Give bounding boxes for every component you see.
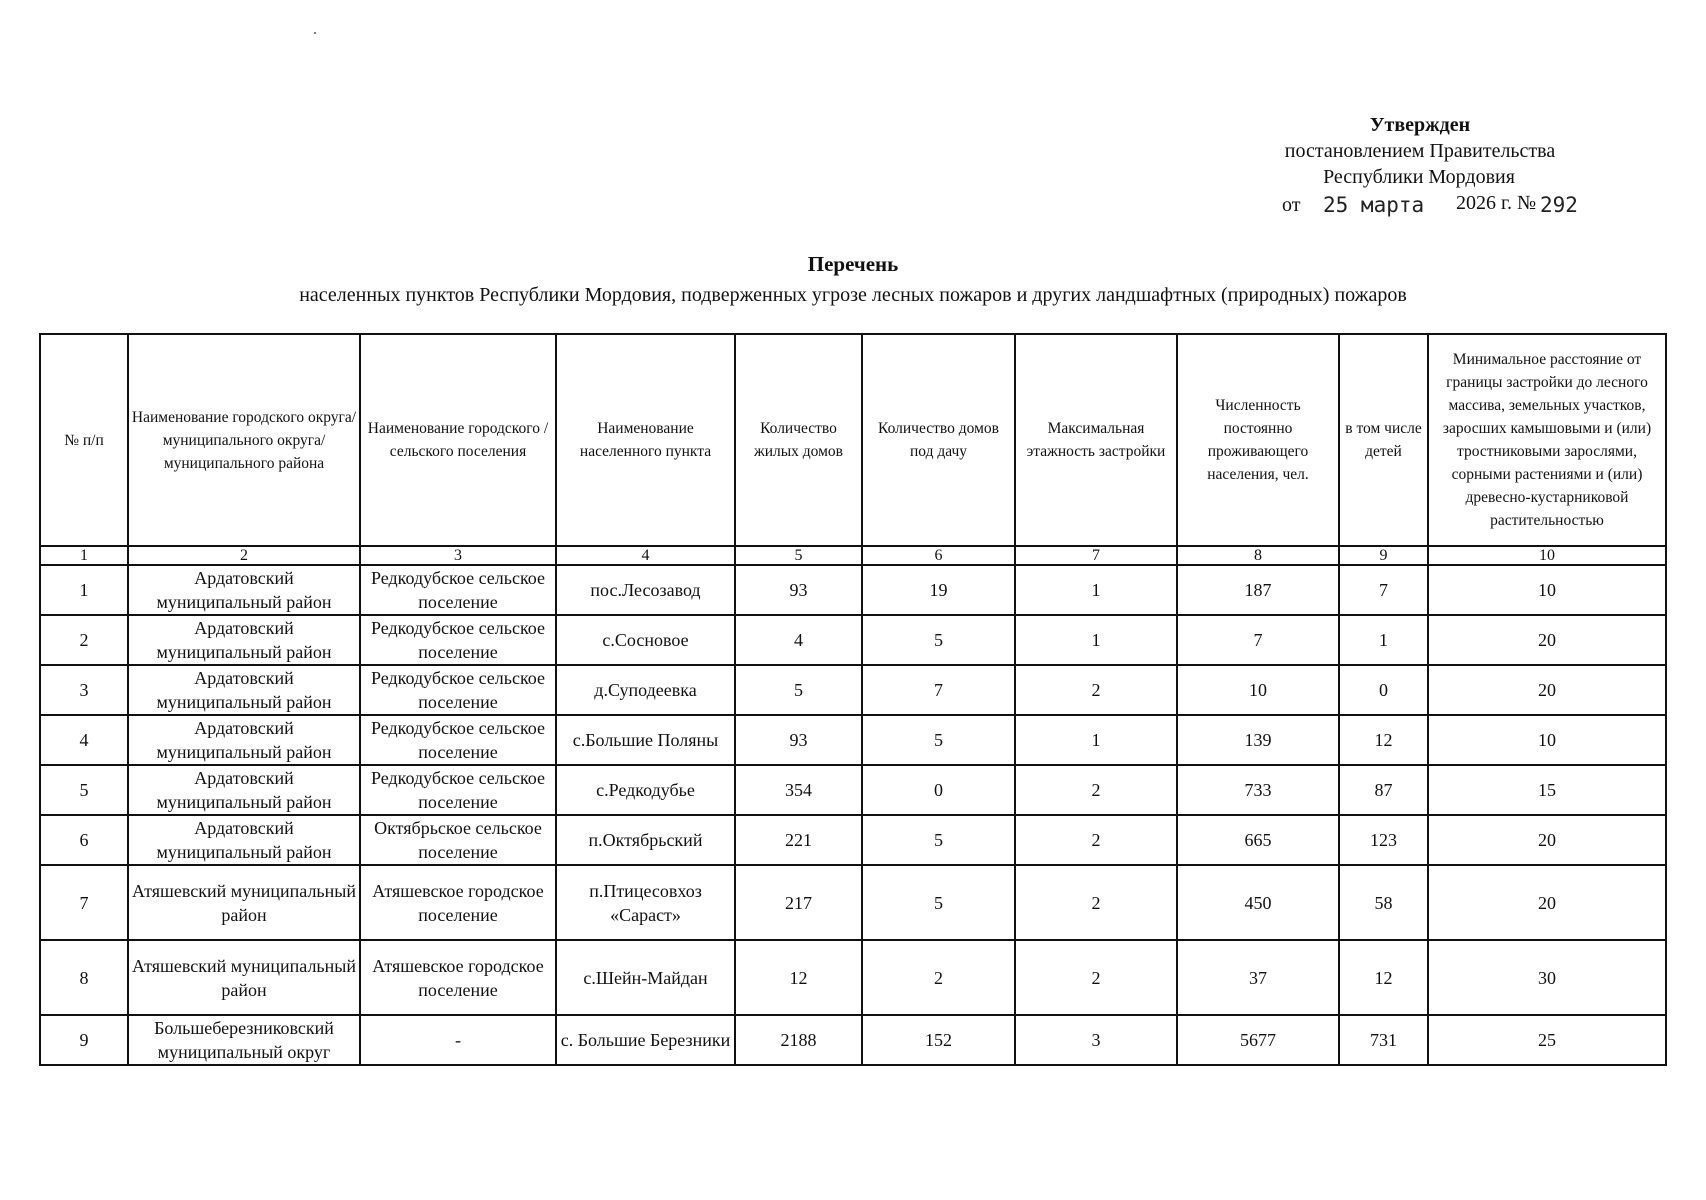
approval-heading: Утвержден xyxy=(1369,114,1471,136)
table-cell: 7 xyxy=(1339,565,1428,615)
column-number-cell: 1 xyxy=(40,546,128,565)
table-row xyxy=(40,1015,1666,1065)
table-cell: 37 xyxy=(1177,940,1339,1015)
table-cell: 5 xyxy=(862,615,1015,665)
table-cell: д.Суподеевка xyxy=(556,665,735,715)
table-cell: 93 xyxy=(735,715,862,765)
table-cell: 10 xyxy=(1428,715,1666,765)
table-cell: 221 xyxy=(735,815,862,865)
table-cell: 733 xyxy=(1177,765,1339,815)
table-cell: 87 xyxy=(1339,765,1428,815)
table-cell: 20 xyxy=(1428,865,1666,940)
approval-line-decree: постановлением Правительства xyxy=(1284,140,1556,162)
approval-date-year: 2026 г. № xyxy=(1456,192,1537,214)
table-cell: Редкодубское сельское поселение xyxy=(360,565,556,615)
table-cell: 20 xyxy=(1428,815,1666,865)
table-cell: 5 xyxy=(735,665,862,715)
table-cell: 12 xyxy=(1339,940,1428,1015)
table-cell: Ардатовский муниципальный район xyxy=(128,615,360,665)
table-cell: 139 xyxy=(1177,715,1339,765)
table-cell: Ардатовский муниципальный район xyxy=(128,815,360,865)
column-number-cell: 5 xyxy=(735,546,862,565)
table-cell: 4 xyxy=(735,615,862,665)
column-number-cell: 2 xyxy=(128,546,360,565)
table-cell: Ардатовский муниципальный район xyxy=(128,665,360,715)
table-header-cell: Наименование городского округа/муниципального округа/муниципального района xyxy=(128,334,360,546)
column-number-cell: 6 xyxy=(862,546,1015,565)
document-title: Перечень xyxy=(807,252,899,276)
table-header-cell: Количество домов под дачу xyxy=(862,334,1015,546)
table-column-numbers-row xyxy=(40,546,1666,565)
table-cell: 2 xyxy=(1015,865,1177,940)
table-row xyxy=(40,765,1666,815)
table-row xyxy=(40,865,1666,940)
table-header-cell: Минимальное расстояние от границы застройки до лесного массива, земельных участков, заросших камышовыми и (или) тростниковыми зарослями, сорными растениями и (или) древесно-кустарниковой растительностью xyxy=(1428,334,1666,546)
approval-from-label: от xyxy=(1282,194,1301,216)
table-cell: 1 xyxy=(1015,615,1177,665)
table-cell: 10 xyxy=(1177,665,1339,715)
table-cell: 0 xyxy=(862,765,1015,815)
table-cell: с. Большие Березники xyxy=(556,1015,735,1065)
table-cell: 354 xyxy=(735,765,862,815)
table-header-cell: Максимальная этажность застройки xyxy=(1015,334,1177,546)
table-cell: 152 xyxy=(862,1015,1015,1065)
table-cell: Атяшевский муниципальный район xyxy=(128,865,360,940)
column-number-cell: 7 xyxy=(1015,546,1177,565)
table-row xyxy=(40,940,1666,1015)
document-subtitle: населенных пунктов Республики Мордовия, подверженных угрозе лесных пожаров и других ландшафтных (природных) пожаров xyxy=(299,284,1407,306)
table-cell: с.Шейн-Майдан xyxy=(556,940,735,1015)
column-number-cell: 10 xyxy=(1428,546,1666,565)
table-cell: 3 xyxy=(40,665,128,715)
table-header-cell: Количество жилых домов xyxy=(735,334,862,546)
table-cell: 217 xyxy=(735,865,862,940)
table-cell: 93 xyxy=(735,565,862,615)
table-row xyxy=(40,715,1666,765)
table-cell: 2 xyxy=(1015,815,1177,865)
table-cell: Редкодубское сельское поселение xyxy=(360,715,556,765)
table-cell: Редкодубское сельское поселение xyxy=(360,765,556,815)
table-cell: 30 xyxy=(1428,940,1666,1015)
table-cell: 5 xyxy=(40,765,128,815)
table-cell: пос.Лесозавод xyxy=(556,565,735,615)
table-cell: Атяшевское городское поселение xyxy=(360,865,556,940)
table-cell: 187 xyxy=(1177,565,1339,615)
table-cell: 7 xyxy=(40,865,128,940)
table-cell: 5677 xyxy=(1177,1015,1339,1065)
table-row xyxy=(40,565,1666,615)
table-header-cell: Наименование городского / сельского поселения xyxy=(360,334,556,546)
table-cell: 8 xyxy=(40,940,128,1015)
table-cell: п.Птицесовхоз «Сараст» xyxy=(556,865,735,940)
table-cell: 2188 xyxy=(735,1015,862,1065)
approval-line-republic: Республики Мордовия xyxy=(1323,166,1515,188)
table-header-cell: Численность постоянно проживающего населения, чел. xyxy=(1177,334,1339,546)
table-cell: с.Редкодубье xyxy=(556,765,735,815)
approval-date-line xyxy=(1180,190,1660,220)
table-cell: 25 xyxy=(1428,1015,1666,1065)
table-cell: Большеберезниковский муниципальный округ xyxy=(128,1015,360,1065)
table-cell: 0 xyxy=(1339,665,1428,715)
table-cell: 10 xyxy=(1428,565,1666,615)
table-cell: 5 xyxy=(862,865,1015,940)
table-row xyxy=(40,615,1666,665)
table-row xyxy=(40,815,1666,865)
approval-stamp-block xyxy=(1180,112,1660,220)
table-cell: 7 xyxy=(1177,615,1339,665)
table-cell: 2 xyxy=(1015,665,1177,715)
approval-date-day-month: 25 марта xyxy=(1323,193,1425,217)
table-cell: Атяшевское городское поселение xyxy=(360,940,556,1015)
table-cell: 9 xyxy=(40,1015,128,1065)
table-cell: Ардатовский муниципальный район xyxy=(128,565,360,615)
column-number-cell: 8 xyxy=(1177,546,1339,565)
table-cell: 6 xyxy=(40,815,128,865)
table-cell: 731 xyxy=(1339,1015,1428,1065)
table-cell: п.Октябрьский xyxy=(556,815,735,865)
table-cell: Редкодубское сельское поселение xyxy=(360,615,556,665)
table-header-cell: в том числе детей xyxy=(1339,334,1428,546)
table-cell: 1 xyxy=(1339,615,1428,665)
settlements-table xyxy=(39,333,1667,1066)
table-cell: 3 xyxy=(1015,1015,1177,1065)
table-cell: с.Сосновое xyxy=(556,615,735,665)
table-cell: 1 xyxy=(40,565,128,615)
table-header-cell: № п/п xyxy=(40,334,128,546)
table-header-cell: Наименование населенного пункта xyxy=(556,334,735,546)
table-cell: 123 xyxy=(1339,815,1428,865)
table-cell: 1 xyxy=(1015,565,1177,615)
table-cell: Ардатовский муниципальный район xyxy=(128,715,360,765)
scan-speck xyxy=(314,32,316,34)
table-body xyxy=(40,565,1666,1065)
table-cell: 7 xyxy=(862,665,1015,715)
table-cell: с.Большие Поляны xyxy=(556,715,735,765)
table-row xyxy=(40,665,1666,715)
table-cell: - xyxy=(360,1015,556,1065)
table-cell: 4 xyxy=(40,715,128,765)
table-cell: 665 xyxy=(1177,815,1339,865)
column-number-cell: 9 xyxy=(1339,546,1428,565)
table-cell: 19 xyxy=(862,565,1015,615)
table-cell: 5 xyxy=(862,715,1015,765)
table-cell: 1 xyxy=(1015,715,1177,765)
table-cell: 2 xyxy=(40,615,128,665)
approval-number: 292 xyxy=(1540,193,1578,217)
table-cell: Редкодубское сельское поселение xyxy=(360,665,556,715)
table-cell: 2 xyxy=(1015,765,1177,815)
column-number-cell: 4 xyxy=(556,546,735,565)
table-cell: Ардатовский муниципальный район xyxy=(128,765,360,815)
table-cell: 12 xyxy=(735,940,862,1015)
table-cell: 5 xyxy=(862,815,1015,865)
table-cell: 450 xyxy=(1177,865,1339,940)
table-cell: 20 xyxy=(1428,615,1666,665)
table-cell: 12 xyxy=(1339,715,1428,765)
column-number-cell: 3 xyxy=(360,546,556,565)
table-cell: Октябрьское сельское поселение xyxy=(360,815,556,865)
table-cell: 20 xyxy=(1428,665,1666,715)
table-cell: 2 xyxy=(862,940,1015,1015)
table-cell: 58 xyxy=(1339,865,1428,940)
table-header-row xyxy=(40,334,1666,546)
table-cell: 2 xyxy=(1015,940,1177,1015)
table-cell: Атяшевский муниципальный район xyxy=(128,940,360,1015)
table-cell: 15 xyxy=(1428,765,1666,815)
